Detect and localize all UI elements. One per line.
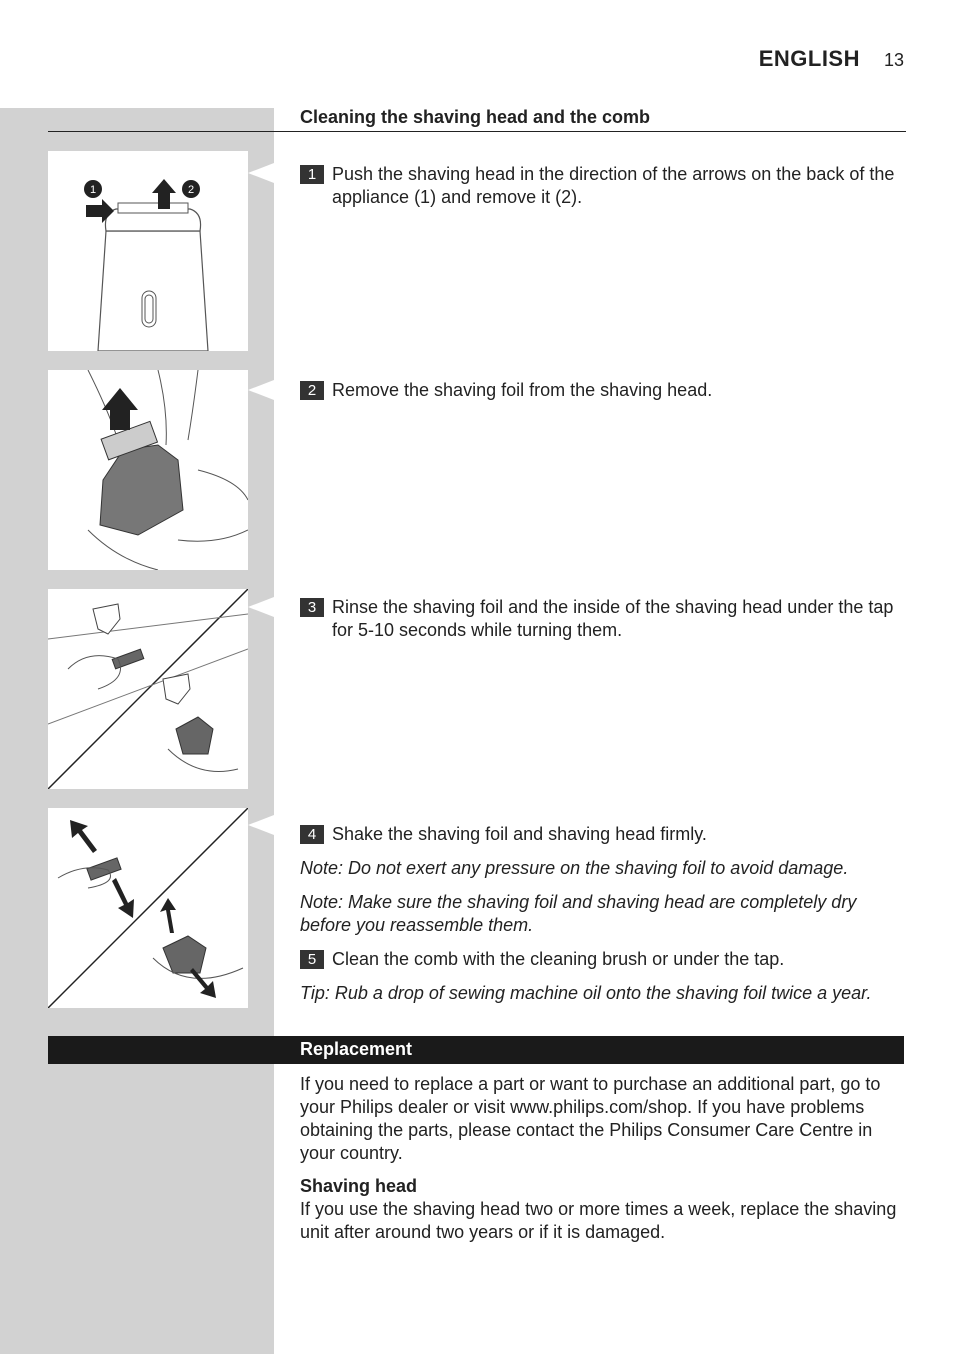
step-5 <box>300 948 900 971</box>
note-dry: Note: Make sure the shaving foil and shaving head are completely dry before you reassemble them. <box>300 892 857 935</box>
figure-remove-foil <box>48 370 248 570</box>
section-title: Cleaning the shaving head and the comb <box>300 107 651 127</box>
callout-2: 2 <box>187 184 195 196</box>
step-2 <box>300 379 900 402</box>
shaver-illustration <box>48 151 248 351</box>
step-text: Clean the comb with the cleaning brush or under the tap. <box>332 949 785 969</box>
figure-pointer <box>248 163 274 183</box>
step-3 <box>300 596 900 642</box>
step-number: 1 <box>300 165 324 184</box>
step-number: 4 <box>300 825 324 844</box>
step-text: Push the shaving head in the direction of the arrows on the back of the appliance (1) and remove it (2). <box>332 164 895 207</box>
note-pressure: Note: Do not exert any pressure on the shaving foil to avoid damage. <box>300 858 849 878</box>
figure-remove-shaving-head <box>48 151 248 351</box>
step-number: 5 <box>300 950 324 969</box>
section-rule <box>48 131 906 132</box>
step-text: Shake the shaving foil and shaving head firmly. <box>332 824 707 844</box>
replacement-body: If you need to replace a part or want to purchase an additional part, go to your Philips dealer or visit www.philips.com/shop. If you have problems obtaining the parts, please contact the Philips Consumer Care Centre in your country. <box>300 1074 881 1163</box>
step-number: 2 <box>300 381 324 400</box>
callout-1: 1 <box>89 184 97 196</box>
figure-pointer <box>248 815 274 835</box>
shake-illustration <box>48 808 248 1008</box>
replacement-header-bar <box>48 1036 904 1064</box>
figure-shake <box>48 808 248 1008</box>
shaving-head-subhead: Shaving head <box>300 1176 418 1196</box>
step-text: Rinse the shaving foil and the inside of the shaving head under the tap for 5-10 seconds while turning them. <box>332 597 894 640</box>
step-text: Remove the shaving foil from the shaving head. <box>332 380 713 400</box>
step-4 <box>300 823 900 846</box>
language-header: ENGLISH <box>758 46 860 71</box>
page-number: 13 <box>883 50 904 70</box>
figure-rinse <box>48 589 248 789</box>
step-number: 3 <box>300 598 324 617</box>
figure-pointer <box>248 597 274 617</box>
foil-removal-illustration <box>48 370 248 570</box>
figure-pointer <box>248 380 274 400</box>
tip-oil: Tip: Rub a drop of sewing machine oil onto the shaving foil twice a year. <box>300 983 872 1003</box>
replacement-title: Replacement <box>300 1039 413 1059</box>
shaving-head-body: If you use the shaving head two or more times a week, replace the shaving unit after around two years or if it is damaged. <box>300 1199 897 1242</box>
rinse-illustration <box>48 589 248 789</box>
step-1 <box>300 163 900 209</box>
